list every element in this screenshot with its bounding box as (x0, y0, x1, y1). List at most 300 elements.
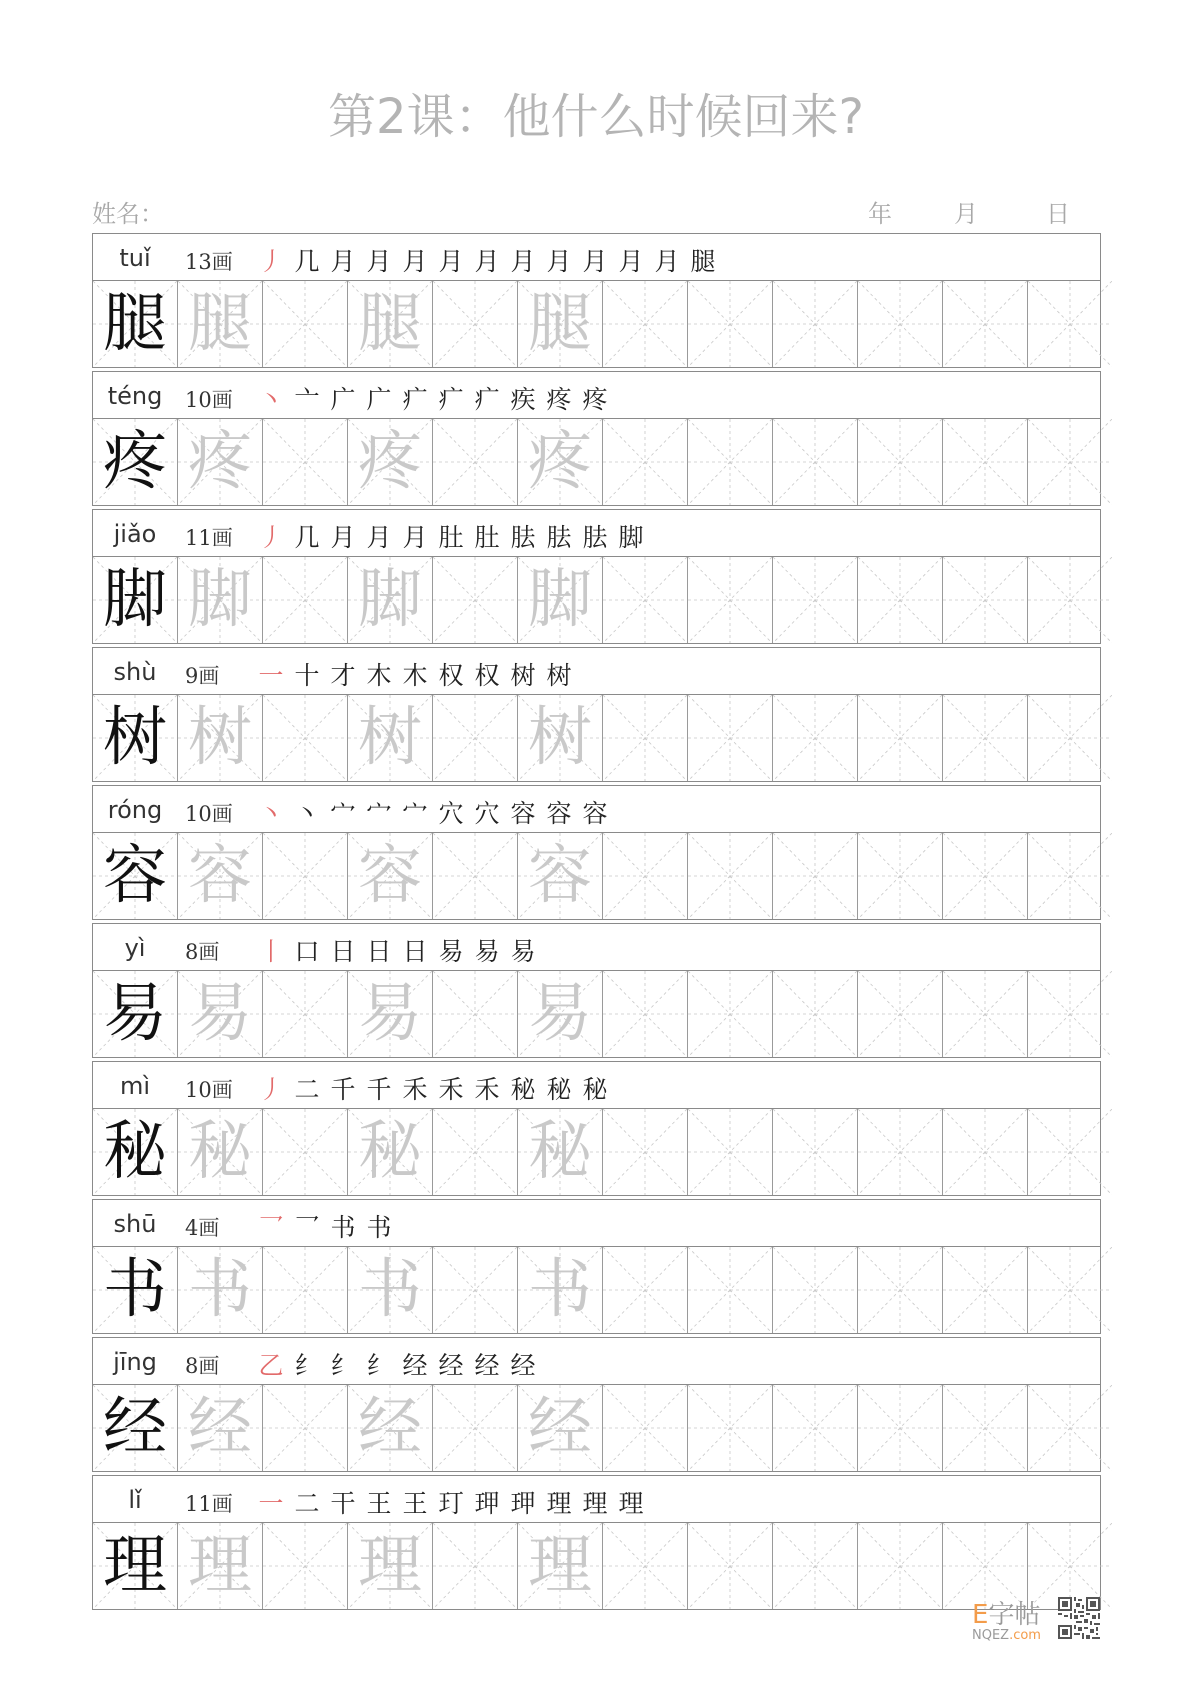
trace-character: 秘 (528, 1115, 592, 1189)
writing-cell[interactable] (1028, 971, 1112, 1057)
trace-character: 容 (358, 839, 422, 913)
writing-cell[interactable] (773, 1523, 858, 1609)
grid-guide (688, 695, 772, 781)
grid-guide (858, 1385, 942, 1471)
pinyin-label: mì (119, 1072, 151, 1100)
stroke-count: 8画 (185, 940, 220, 964)
grid-guide (773, 971, 857, 1057)
stroke-step: 书 (366, 1213, 392, 1242)
stroke-step: 月 (618, 247, 644, 276)
trace-character: 秘 (358, 1115, 422, 1189)
grid-guide (943, 281, 1027, 367)
character-entry (92, 1061, 1101, 1197)
writing-cell[interactable] (688, 419, 773, 505)
character-entry (92, 923, 1101, 1059)
character-entry (92, 647, 1101, 783)
writing-cell[interactable] (773, 1385, 858, 1471)
writing-cell[interactable] (348, 971, 433, 1057)
grid-guide (773, 833, 857, 919)
character-entry (92, 233, 1101, 369)
stroke-step: 一 (258, 661, 284, 690)
writing-cell[interactable] (603, 971, 688, 1057)
grid-guide (263, 557, 347, 643)
writing-cell[interactable] (518, 695, 603, 781)
writing-cell[interactable] (93, 419, 178, 505)
writing-cell[interactable] (263, 695, 348, 781)
trace-character: 容 (528, 839, 592, 913)
writing-cell[interactable] (773, 557, 858, 643)
stroke-step: 广 (366, 385, 392, 414)
stroke-step: 口 (294, 937, 320, 966)
writing-cell[interactable] (688, 557, 773, 643)
stroke-order-sequence (253, 656, 577, 692)
grid-guide (858, 1109, 942, 1195)
writing-cell[interactable] (603, 419, 688, 505)
writing-cell[interactable] (943, 695, 1028, 781)
writing-cell[interactable] (858, 971, 943, 1057)
writing-cell[interactable] (688, 1109, 773, 1195)
model-character: 经 (103, 1391, 167, 1465)
grid-guide (858, 419, 942, 505)
stroke-step: 才 (330, 661, 356, 690)
writing-cell[interactable] (943, 1109, 1028, 1195)
stroke-step: 千 (366, 1075, 392, 1104)
grid-guide (1028, 1385, 1112, 1471)
writing-cell[interactable] (1028, 1109, 1112, 1195)
entry-header (92, 1061, 1101, 1108)
grid-guide (433, 1523, 517, 1609)
writing-cell[interactable] (263, 971, 348, 1057)
writing-cell[interactable] (263, 557, 348, 643)
stroke-order-sequence (253, 1484, 649, 1520)
stroke-step: 月 (366, 247, 392, 276)
writing-cell[interactable] (348, 833, 433, 919)
stroke-step: 王 (402, 1489, 428, 1518)
grid-guide (603, 557, 687, 643)
writing-cell[interactable] (93, 281, 178, 367)
writing-cell[interactable] (773, 1247, 858, 1333)
writing-cell[interactable] (518, 971, 603, 1057)
writing-cell[interactable] (1028, 419, 1112, 505)
stroke-step: 日 (330, 937, 356, 966)
stroke-step: 月 (510, 247, 536, 276)
entry-header (92, 509, 1101, 556)
writing-cell[interactable] (688, 695, 773, 781)
writing-cell[interactable] (93, 833, 178, 919)
writing-cell[interactable] (348, 1109, 433, 1195)
pinyin-label: jīng (113, 1348, 157, 1376)
writing-cell[interactable] (178, 1247, 263, 1333)
stroke-step: 几 (294, 523, 320, 552)
writing-cell[interactable] (348, 281, 433, 367)
writing-cell[interactable] (1028, 1247, 1112, 1333)
grid-guide (773, 281, 857, 367)
date-year-label: 年 (868, 200, 892, 228)
trace-character: 腿 (358, 287, 422, 361)
writing-cell[interactable] (603, 695, 688, 781)
writing-cell[interactable] (263, 1523, 348, 1609)
stroke-step: 十 (294, 661, 320, 690)
writing-cell[interactable] (688, 281, 773, 367)
writing-cell[interactable] (688, 1523, 773, 1609)
writing-cell[interactable] (348, 695, 433, 781)
trace-character: 树 (358, 701, 422, 775)
writing-cell[interactable] (773, 971, 858, 1057)
writing-cell[interactable] (433, 419, 518, 505)
writing-cell[interactable] (1028, 695, 1112, 781)
brand-site-tld: .com (1009, 1628, 1041, 1643)
writing-cell[interactable] (773, 1109, 858, 1195)
stroke-step: 纟 (366, 1351, 392, 1380)
writing-cell[interactable] (263, 1109, 348, 1195)
writing-cell[interactable] (1028, 833, 1112, 919)
writing-cell[interactable] (603, 1109, 688, 1195)
stroke-step: 权 (474, 661, 500, 690)
writing-cell[interactable] (603, 557, 688, 643)
writing-cell[interactable] (858, 1109, 943, 1195)
writing-cell[interactable] (858, 281, 943, 367)
writing-cell[interactable] (773, 281, 858, 367)
stroke-order-sequence (253, 518, 649, 554)
stroke-step: 玾 (510, 1489, 536, 1518)
brand-logo-text: 字帖 (988, 1600, 1041, 1630)
grid-guide (773, 695, 857, 781)
entry-header (92, 1337, 1101, 1384)
grid-guide (433, 1109, 517, 1195)
writing-cell[interactable] (688, 971, 773, 1057)
grid-guide (263, 419, 347, 505)
stroke-step: 穴 (438, 799, 464, 828)
writing-cell[interactable] (518, 557, 603, 643)
writing-cell[interactable] (603, 1247, 688, 1333)
writing-cell[interactable] (943, 1247, 1028, 1333)
writing-cell[interactable] (943, 557, 1028, 643)
writing-cell[interactable] (858, 419, 943, 505)
grid-guide (858, 833, 942, 919)
stroke-step: 木 (402, 661, 428, 690)
model-character: 疼 (103, 425, 167, 499)
writing-cell[interactable] (178, 1385, 263, 1471)
stroke-count: 10画 (185, 388, 233, 412)
stroke-step: 秘 (582, 1075, 608, 1104)
writing-cell[interactable] (263, 833, 348, 919)
writing-cell[interactable] (603, 1523, 688, 1609)
writing-cell[interactable] (433, 833, 518, 919)
stroke-step: 树 (510, 661, 536, 690)
grid-guide (943, 557, 1027, 643)
stroke-step: 疾 (510, 385, 536, 414)
writing-cell[interactable] (433, 1109, 518, 1195)
writing-cell[interactable] (93, 695, 178, 781)
writing-cell[interactable] (943, 1385, 1028, 1471)
writing-cell[interactable] (93, 971, 178, 1057)
stroke-step: 疒 (438, 385, 464, 414)
writing-cell[interactable] (348, 557, 433, 643)
grid-guide (603, 833, 687, 919)
grid-guide (1028, 557, 1112, 643)
writing-cell[interactable] (858, 1247, 943, 1333)
stroke-step: 理 (618, 1489, 644, 1518)
writing-grid (92, 418, 1101, 506)
name-label: 姓名： (92, 200, 164, 228)
writing-cell[interactable] (518, 833, 603, 919)
stroke-order-sequence (253, 380, 613, 416)
writing-cell[interactable] (943, 833, 1028, 919)
stroke-step: 秘 (510, 1075, 536, 1104)
brand-site-main: NQEZ (972, 1628, 1010, 1643)
date-day-label: 日 (1046, 200, 1070, 228)
stroke-step: 经 (402, 1351, 428, 1380)
stroke-order-sequence (253, 242, 721, 278)
model-character: 书 (103, 1253, 167, 1327)
pinyin-label: lǐ (128, 1486, 142, 1514)
writing-cell[interactable] (858, 1385, 943, 1471)
grid-guide (858, 971, 942, 1057)
grid-guide (263, 971, 347, 1057)
pinyin-label: shù (113, 658, 157, 686)
grid-guide (688, 419, 772, 505)
stroke-count: 4画 (185, 1216, 220, 1240)
writing-cell[interactable] (773, 833, 858, 919)
writing-cell[interactable] (433, 1247, 518, 1333)
stroke-step: 丶 (294, 799, 320, 828)
writing-cell[interactable] (433, 1385, 518, 1471)
stroke-step: 腿 (690, 247, 716, 276)
stroke-step: 易 (474, 937, 500, 966)
stroke-step: 书 (330, 1213, 356, 1242)
writing-grid (92, 694, 1101, 782)
stroke-step: 经 (474, 1351, 500, 1380)
stroke-step: 穴 (474, 799, 500, 828)
stroke-step: 广 (330, 385, 356, 414)
stroke-step: 月 (330, 247, 356, 276)
grid-guide (1028, 833, 1112, 919)
writing-cell[interactable] (603, 281, 688, 367)
grid-guide (433, 281, 517, 367)
entry-header (92, 785, 1101, 832)
grid-guide (943, 971, 1027, 1057)
entry-header (92, 923, 1101, 970)
grid-guide (773, 1523, 857, 1609)
stroke-step: 丿 (258, 247, 284, 276)
writing-cell[interactable] (93, 557, 178, 643)
trace-character: 疼 (528, 425, 592, 499)
trace-character: 经 (358, 1391, 422, 1465)
stroke-step: 月 (402, 247, 428, 276)
grid-guide (688, 833, 772, 919)
stroke-count: 11画 (185, 526, 233, 550)
grid-guide (433, 557, 517, 643)
trace-character: 经 (528, 1391, 592, 1465)
writing-cell[interactable] (178, 1523, 263, 1609)
grid-guide (603, 971, 687, 1057)
model-character: 脚 (103, 563, 167, 637)
writing-cell[interactable] (603, 1385, 688, 1471)
grid-guide (1028, 971, 1112, 1057)
stroke-step: 王 (366, 1489, 392, 1518)
stroke-step: 肚 (438, 523, 464, 552)
trace-character: 秘 (188, 1115, 252, 1189)
grid-guide (603, 281, 687, 367)
writing-cell[interactable] (518, 1385, 603, 1471)
writing-cell[interactable] (433, 1523, 518, 1609)
trace-character: 理 (188, 1529, 252, 1603)
writing-cell[interactable] (858, 833, 943, 919)
pinyin-label: tuǐ (119, 244, 151, 272)
grid-guide (603, 1247, 687, 1333)
writing-cell[interactable] (433, 281, 518, 367)
grid-guide (1028, 281, 1112, 367)
writing-cell[interactable] (178, 833, 263, 919)
writing-cell[interactable] (263, 1247, 348, 1333)
grid-guide (603, 1109, 687, 1195)
writing-cell[interactable] (518, 1109, 603, 1195)
writing-cell[interactable] (348, 419, 433, 505)
writing-grid (92, 1384, 1101, 1472)
writing-cell[interactable] (943, 419, 1028, 505)
writing-cell[interactable] (518, 419, 603, 505)
writing-cell[interactable] (858, 1523, 943, 1609)
writing-grid (92, 970, 1101, 1058)
trace-character: 疼 (188, 425, 252, 499)
grid-guide (943, 1385, 1027, 1471)
writing-cell[interactable] (688, 1247, 773, 1333)
model-character: 容 (103, 839, 167, 913)
stroke-step: 理 (582, 1489, 608, 1518)
writing-cell[interactable] (93, 1523, 178, 1609)
writing-cell[interactable] (433, 971, 518, 1057)
writing-cell[interactable] (943, 971, 1028, 1057)
writing-cell[interactable] (348, 1523, 433, 1609)
writing-cell[interactable] (348, 1247, 433, 1333)
pinyin-label: shū (113, 1210, 157, 1238)
model-character: 理 (103, 1529, 167, 1603)
grid-guide (858, 557, 942, 643)
writing-cell[interactable] (773, 419, 858, 505)
stroke-step: 禾 (402, 1075, 428, 1104)
stroke-count: 8画 (185, 1354, 220, 1378)
stroke-step: 月 (330, 523, 356, 552)
writing-cell[interactable] (178, 971, 263, 1057)
writing-cell[interactable] (178, 557, 263, 643)
stroke-step: 乛 (294, 1213, 320, 1242)
stroke-step: 树 (546, 661, 572, 690)
stroke-step: 二 (294, 1489, 320, 1518)
grid-guide (773, 1385, 857, 1471)
writing-cell[interactable] (1028, 557, 1112, 643)
model-character: 易 (103, 977, 167, 1051)
qr-code-icon (1058, 1596, 1100, 1640)
stroke-step: 亠 (294, 385, 320, 414)
writing-cell[interactable] (178, 419, 263, 505)
stroke-step: 月 (474, 247, 500, 276)
stroke-step: 丶 (258, 799, 284, 828)
stroke-step: 月 (582, 247, 608, 276)
grid-guide (688, 281, 772, 367)
writing-cell[interactable] (1028, 281, 1112, 367)
writing-cell[interactable] (93, 1109, 178, 1195)
grid-guide (603, 1385, 687, 1471)
writing-cell[interactable] (603, 833, 688, 919)
stroke-step: 易 (510, 937, 536, 966)
grid-guide (263, 1247, 347, 1333)
stroke-step: 秘 (546, 1075, 572, 1104)
grid-guide (943, 1109, 1027, 1195)
stroke-step: 胠 (510, 523, 536, 552)
stroke-step: 千 (330, 1075, 356, 1104)
writing-grid (92, 832, 1101, 920)
writing-cell[interactable] (943, 281, 1028, 367)
writing-cell[interactable] (178, 281, 263, 367)
stroke-count: 10画 (185, 1078, 233, 1102)
stroke-step: 月 (546, 247, 572, 276)
writing-cell[interactable] (433, 557, 518, 643)
writing-cell[interactable] (858, 695, 943, 781)
stroke-step: 胠 (546, 523, 572, 552)
trace-character: 理 (528, 1529, 592, 1603)
writing-grid (92, 1246, 1101, 1334)
writing-cell[interactable] (688, 833, 773, 919)
grid-guide (603, 419, 687, 505)
writing-cell[interactable] (178, 1109, 263, 1195)
writing-cell[interactable] (1028, 1385, 1112, 1471)
stroke-step: 日 (366, 937, 392, 966)
pinyin-label: róng (107, 796, 163, 824)
grid-guide (433, 419, 517, 505)
writing-cell[interactable] (263, 1385, 348, 1471)
trace-character: 树 (188, 701, 252, 775)
entry-header (92, 1475, 1101, 1522)
stroke-step: 权 (438, 661, 464, 690)
stroke-step: 胠 (582, 523, 608, 552)
writing-cell[interactable] (858, 557, 943, 643)
character-entry (92, 1337, 1101, 1473)
writing-cell[interactable] (178, 695, 263, 781)
trace-character: 书 (188, 1253, 252, 1327)
writing-cell[interactable] (348, 1385, 433, 1471)
stroke-step: 经 (438, 1351, 464, 1380)
grid-guide (688, 557, 772, 643)
grid-guide (773, 557, 857, 643)
grid-guide (433, 695, 517, 781)
stroke-count: 11画 (185, 1492, 233, 1516)
model-character: 秘 (103, 1115, 167, 1189)
grid-guide (943, 833, 1027, 919)
writing-cell[interactable] (93, 1385, 178, 1471)
writing-cell[interactable] (518, 281, 603, 367)
writing-cell[interactable] (688, 1385, 773, 1471)
stroke-step: 乙 (258, 1351, 284, 1380)
stroke-order-sequence (253, 1346, 541, 1382)
grid-guide (1028, 1247, 1112, 1333)
stroke-step: 木 (366, 661, 392, 690)
stroke-step: 日 (402, 937, 428, 966)
writing-cell[interactable] (518, 1247, 603, 1333)
writing-cell[interactable] (433, 695, 518, 781)
trace-character: 腿 (188, 287, 252, 361)
grid-guide (603, 695, 687, 781)
grid-guide (858, 281, 942, 367)
writing-cell[interactable] (773, 695, 858, 781)
writing-cell[interactable] (93, 1247, 178, 1333)
writing-cell[interactable] (518, 1523, 603, 1609)
brand-logo-e: E (972, 1600, 989, 1630)
writing-cell[interactable] (263, 419, 348, 505)
character-entry (92, 785, 1101, 921)
writing-cell[interactable] (263, 281, 348, 367)
entry-header (92, 233, 1101, 280)
stroke-step: 二 (294, 1075, 320, 1104)
